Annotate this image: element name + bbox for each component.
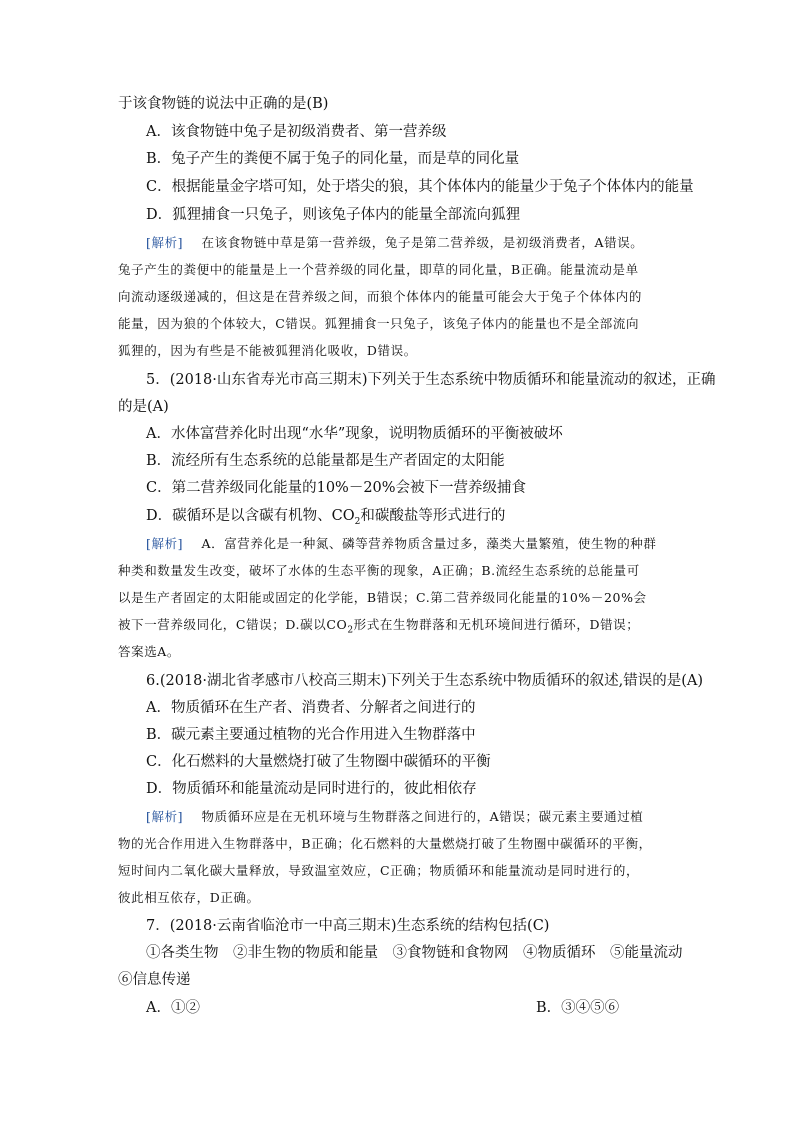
q4-analysis-line: [146, 233, 694, 253]
q5-option-b: B．流经所有生态系统的总能量都是生产者固定的太阳能: [146, 453, 505, 469]
q5-analysis-line: [146, 534, 694, 554]
q6-option-d: D．物质循环和能量流动是同时进行的，彼此相依存: [146, 781, 477, 797]
q5-option-c: C．第二营养级同化能量的10%－20%会被下一营养级捕食: [146, 480, 527, 496]
q5-option-a: A．水体富营养化时出现“水华”现象，说明物质循环的平衡被破坏: [146, 426, 563, 442]
q4-option-d: D．狐狸捕食一只兔子，则该兔子体内的能量全部流向狐狸: [146, 207, 521, 223]
q5-analysis-text: A．富营养化是一种氮、磷等营养物质含量过多，藻类大量繁殖，使生物的种群: [201, 536, 657, 551]
q6-stem: 6.(2018·湖北省孝感市八校高三期末)下列关于生态系统中物质循环的叙述,错误的是(A): [146, 673, 704, 689]
q5-analysis-line: 以是生产者固定的太阳能或固定的化学能，B错误；C.第二营养级同化能量的10%－20%会: [118, 590, 647, 605]
q4-option-b: B．兔子产生的粪便不属于兔子的同化量，而是草的同化量: [146, 151, 520, 167]
q4-analysis-text: 在该食物链中草是第一营养级，兔子是第二营养级，是初级消费者，A错误。: [201, 235, 644, 250]
q6-option-a: A．物质循环在生产者、消费者、分解者之间进行的: [146, 700, 476, 716]
q5-analysis-line: 答案选A。: [118, 644, 181, 659]
q5-analysis-line: 被下一营养级同化，C错误；D.碳以$CO_2$形式在生物群落和无机环境间进行循环，D错误；: [118, 617, 640, 636]
q6-option-c: C．化石燃料的大量燃烧打破了生物圈中碳循环的平衡: [146, 754, 491, 770]
q4-analysis-line: 能量，因为狼的个体较大，C错误。狐狸捕食一只兔子，该兔子体内的能量也不是全部流向: [118, 316, 640, 331]
q4-analysis-line: 狐狸的，因为有些是不能被狐狸消化吸收，D错误。: [118, 343, 417, 358]
q4-option-a: A．该食物链中兔子是初级消费者、第一营养级: [146, 124, 447, 140]
q6-option-b: B．碳元素主要通过植物的光合作用进入生物群落中: [146, 727, 476, 743]
q7-option-b: B．③④⑤⑥: [536, 1000, 620, 1016]
q6-analysis-line: 短时间内二氧化碳大量释放，导致温室效应，C正确；物质循环和能量流动是同时进行的，: [118, 863, 640, 878]
q6-analysis-line: 物的光合作用进入生物群落中，B正确；化石燃料的大量燃烧打破了生物圈中碳循环的平衡，: [118, 836, 652, 851]
q7-option-a: A．①②: [146, 1000, 200, 1016]
q5-stem-cont: 的是(A): [118, 399, 169, 415]
q6-analysis-text: 物质循环应是在无机环境与生物群落之间进行的，A错误；碳元素主要通过植: [201, 809, 644, 824]
q4-option-c: C．根据能量金字塔可知，处于塔尖的狼，其个体体内的能量少于兔子个体体内的能量: [146, 179, 694, 195]
q4-stem: 于该食物链的说法中正确的是(B): [118, 96, 329, 112]
q7-items: ①各类生物 ②非生物的物质和能量 ③食物链和食物网 ④物质循环 ⑤能量流动: [146, 945, 683, 961]
analysis-tag: [解析]: [146, 536, 184, 551]
q5-option-d: D．碳循环是以含碳有机物、$CO_2$和碳酸盐等形式进行的: [146, 508, 506, 527]
analysis-tag: [解析]: [146, 809, 184, 824]
q7-items-cont: ⑥信息传递: [118, 972, 191, 988]
q5-stem: 5．(2018·山东省寿光市高三期末)下列关于生态系统中物质循环和能量流动的叙述，正确: [146, 372, 716, 388]
q4-analysis-line: 兔子产生的粪便中的能量是上一个营养级的同化量，即草的同化量，B正确。能量流动是单: [118, 262, 639, 277]
q5-analysis-line: 种类和数量发生改变，破坏了水体的生态平衡的现象，A正确；B.流经生态系统的总能量可: [118, 563, 640, 578]
q6-analysis-line: 彼此相互依存，D正确。: [118, 890, 260, 905]
q7-stem: 7．(2018·云南省临沧市一中高三期末)生态系统的结构包括(C): [146, 918, 550, 934]
q4-analysis-line: 向流动逐级递减的，但这是在营养级之间，而狼个体体内的能量可能会大于兔子个体体内的: [118, 289, 643, 304]
q6-analysis-line: [146, 807, 694, 827]
analysis-tag: [解析]: [146, 235, 184, 250]
q7-options-row: [146, 998, 694, 1018]
